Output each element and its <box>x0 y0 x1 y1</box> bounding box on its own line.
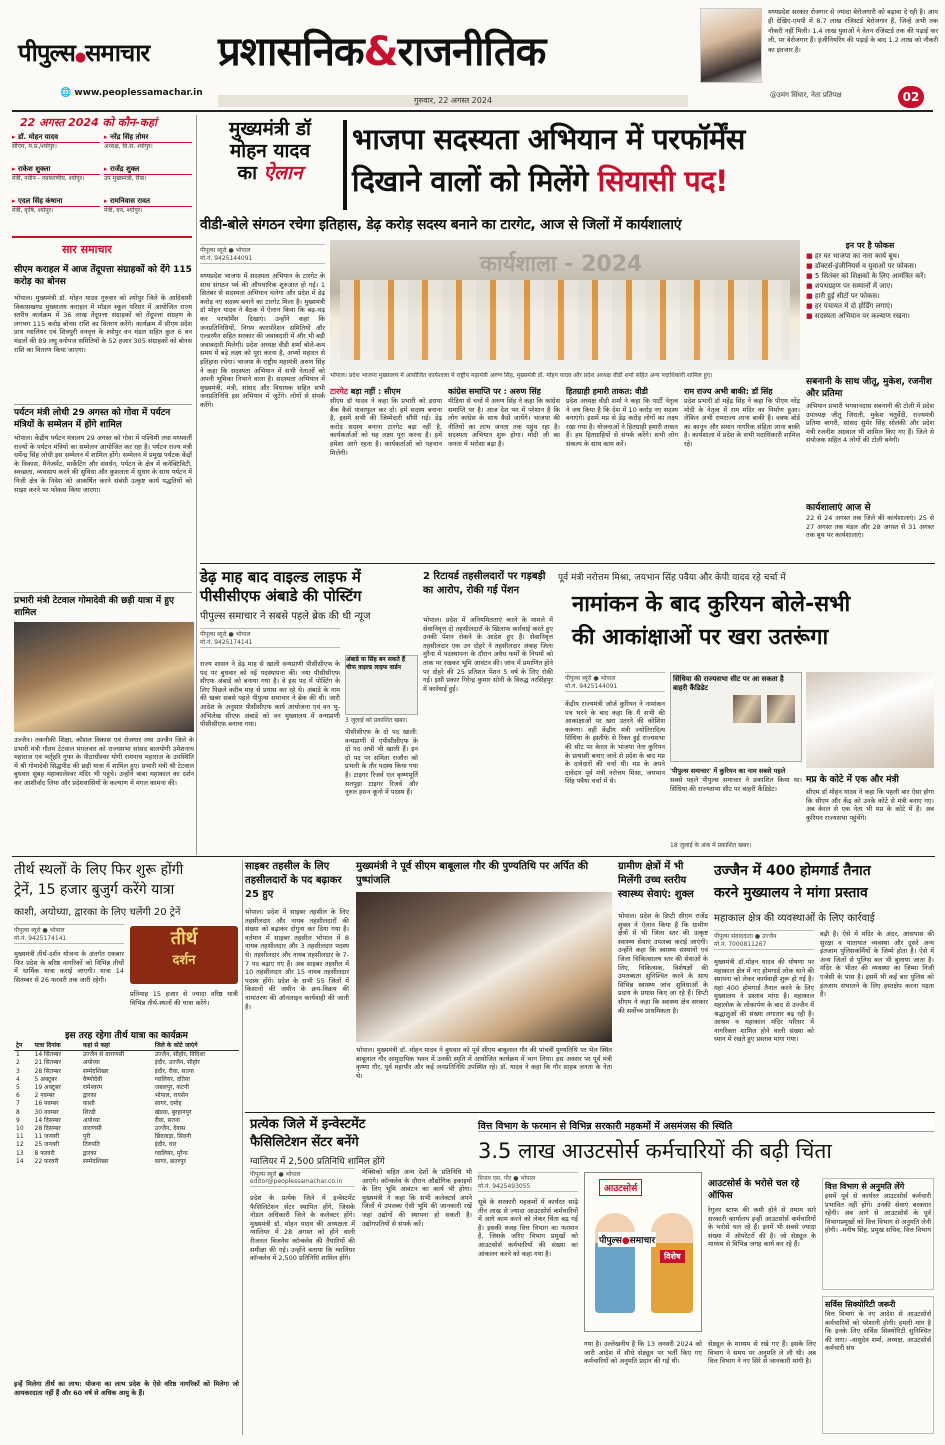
date: गुरुवार, 22 अगस्त 2024 <box>413 96 493 105</box>
website-link[interactable]: www.peoplessamachar.in <box>74 88 203 98</box>
pcs-subhead: पीपुल्स समाचार ने सबसे पहले ब्रेक की थी न्यूज <box>200 611 371 622</box>
table-cell: 7 <box>16 1100 20 1108</box>
lead-caption: भोपाल। प्रदेश भाजपा मुख्यालय में आयोजित कार्यशाला में राष्ट्रीय महामंत्री अरुण सिंह, मुख्यमंत्री डॉ. मोहन यादव और प्रदेश अध्यक्ष वीडी शर्मा सहित अन्य पदाधिकारी शामिल हुए। <box>330 372 713 379</box>
person-4: ▸ एदल सिंह कंषाना मंत्री, कृषि, श्योपुर। <box>12 197 100 215</box>
table-cell: 28 दिसम्बर <box>34 1125 61 1133</box>
kurian-kicker: पूर्व मंत्री नरोत्तम मिश्रा, जयभान सिंह पवैया और केपी यादव रहे चर्चा में <box>558 573 786 583</box>
kurian-headline-b: की आकांक्षाओं पर खरा उतरूंगा <box>572 625 829 650</box>
outsource-side-title: आउटसोर्स के भरोसे चल रहे ऑफिस <box>708 1179 800 1201</box>
tirth-table <box>14 1042 239 1166</box>
table-cell: 25 जनवरी <box>34 1141 60 1149</box>
pcs-headline <box>200 568 418 606</box>
homeguard-headline-a: उज्जैन में 400 होमगार्ड तैनात <box>714 863 871 879</box>
col1-tag: टारगेट <box>330 387 348 396</box>
outsource-body: सूबे के सरकारी महकमों में कार्यरत साढ़े तीन लाख से ज्यादा आउटसोर्स कर्मचारियों में आगे काम करने को लेकर चिंता बढ़ गई है। इसकी वजह वित्त विभाग का फरमान है, जिसके जरिए विभाग प्रमुखों को आउटसोर्स कर्मचारियों की संख्या का आंकलन करने को कहा गया है। <box>478 1198 578 1258</box>
person-name: डॉ. मोहन यादव <box>17 133 59 141</box>
logo-left: पीपुल्स <box>18 39 75 67</box>
table-cell: इंदौर, धार <box>154 1141 177 1149</box>
col-rule-left <box>196 115 197 855</box>
kurian-byline <box>565 672 665 692</box>
website-row <box>60 88 203 98</box>
pcs-clip <box>345 655 418 715</box>
side-title: सबनानी के साथ जीतू, मुकेश, रजनीश और प्रतिमा <box>806 377 932 399</box>
kurian-side-text: सीएम डॉ मोहन यादव ने कहा कि पहली बार ऐसा होगा कि सीएम और केंद्र को उनके कोटे से मंत्री बनाए गए। अब केरल से एक नेता भी मप्र के कोटे में है। अब कुरियन राज्यसभा पहुंचेंगे। <box>806 788 934 822</box>
tirth-logo <box>130 926 238 984</box>
focus-item: ■ हर पंचायत में दो होर्डिंग लगाएं। <box>806 302 893 310</box>
lead-col4 <box>684 386 800 497</box>
table-cell: इंदौर, रीवा, सतना <box>154 1067 194 1075</box>
table-cell: वैष्णोदेवी <box>82 1075 103 1083</box>
row-rule-2 <box>12 856 935 857</box>
person-2: ▸ राकेश शुक्ला मंत्री, नवीन - नवकरणीय, श्योपुर। <box>12 165 100 183</box>
box1-title: वित्त विभाग से अनुमति लेंगे <box>825 1182 905 1191</box>
focus-item: ■ हर घर भाजपा का नारा कार्य बूथ। <box>806 252 900 260</box>
byline-text: विजय एस. गौर ● भोपाल <box>478 1175 536 1182</box>
byline-mobile: मो.नं. 9425174141 <box>14 935 67 942</box>
homeguard-byline <box>714 930 814 950</box>
outsource-body3: सेड्यूल के माध्यम से रखे गए हैं। इसके लिए विभाग ने समय पर अनुमति ले ली थी। अब वित्त विभाग ने नए सिरे से जानकारी मांगी है। <box>708 1340 816 1366</box>
section-title <box>218 22 545 77</box>
outsource-banner-text: वित्त विभाग के फरमान से विभिन्न सरकारी महकमों में असमंजस की स्थिति <box>478 1121 733 1132</box>
row-rule-3 <box>245 1112 935 1113</box>
focus-list <box>806 251 934 321</box>
gramin-body: भोपाल। प्रदेश के डिप्टी सीएम राजेंद्र शुक्ल ने ऐलान किया है कि ग्रामीण क्षेत्रों में भी जिला स्तर की उत्कृष्ट स्वास्थ्य सेवाएं उपलब्ध कराई जाएंगी। उन्होंने कहा कि स्वास्थ्य संस्थानों एवं जिला चिकित्सालय स्तर की सेवाओं के लिए, चिकित्सक, विशेषज्ञों की उपलब्धता सुनिश्चित करने के साथ विभिन्न स्वास्थ्य जांच सुविधाओं के प्रदाय के प्रयास किए जा रहे हैं। डिप्टी सीएम ने कहा कि स्वास्थ्य क्षेत्र सरकार की सर्वोच्च प्राथमिकता है। <box>618 912 708 1015</box>
section-title-b: राजनीतिक <box>397 29 546 75</box>
table-cell: ग्वालियर, मुरैना <box>154 1149 188 1157</box>
workshop-title: कार्यशालाएं आज से <box>806 503 871 513</box>
pcs-clip-caption: 3 जुलाई को प्रकाशित खबर। <box>345 717 408 724</box>
saar-photo <box>14 622 194 732</box>
table-cell: 4 <box>16 1075 20 1083</box>
table-row <box>14 1125 239 1133</box>
col2-title: कांग्रेस समाप्ति पर : अरुण सिंह <box>448 387 541 396</box>
byline-mobile: मो.नं. 7000811267 <box>714 941 767 948</box>
tirth-headline-b: ट्रेनें, 15 हजार बुजुर्ग करेंगे यात्रा <box>14 882 175 898</box>
table-cell: 13 <box>16 1149 24 1157</box>
quote-author: @उमंग सिंघार, नेता प्रतिपक्ष <box>770 91 842 99</box>
table-cell: 14 सितम्बर <box>34 1051 61 1059</box>
gramin-headline: ग्रामीण क्षेत्रों में भी मिलेंगी उच्च स्तरीय स्वास्थ्य सेवाएं: शुक्ल <box>618 861 694 900</box>
homeguard-body2: बढ़ी है। ऐसे में मंदिर के अंदर, आसपास की सुरक्षा व यातायात व्यवस्था और दूसरे अन्य इंतजाम पुलिसकर्मियों के जिम्मे होता है। ऐसे में अन्य जिलों से पुलिस बल भी बुलाया जाता है। मंदिर के भीतर की व्यवस्था का जिम्मा निजी एजेंसी के पास है। इसमें भी कई बार पुलिस को इंतजाम संभालने के लिए हस्तक्षेप करना पड़ता है। <box>820 930 934 999</box>
table-cell: 14 <box>16 1157 24 1165</box>
table-cell: 2 नवम्बर <box>34 1092 55 1100</box>
lead-subhead: वीडी-बोले संगठन रचेगा इतिहास, डेढ़ करोड़ सदस्य बनाने का टारगेट, आज से जिलों में कार्यशालाएं <box>200 217 682 233</box>
cartoon-logo: पीपुल्स●समाचार <box>598 1232 656 1247</box>
photo-banner: कार्यशाला - 2024 <box>480 252 643 277</box>
saar-t1: भोपाल। मुख्यमंत्री डॉ. मोहन यादव गुरुवार को श्योपुर जिले के आदिवासी विकासखण्ड मुख्यालय कराहल में मॉडल स्कूल परिसर में आयोजित राज्य स्तरीय कार्यक्रम में 36 लाख तेंदूपत्ता संग्राहकों को तेंदूपत्ता संग्रहण के लगभग 115 करोड़ बोनस राशि का वितरण करेंगे। कार्यक्रम में सीएम प्रदेश प्राथ ग्वालियर एवं शिवपुरी वनवृत्त के श्योपुर वन मंडल सहित कुल 6 वन मंडलों की 89 लघु वनोपज समितियों के 52 हजार 305 संग्राहकों को बोनस राशि का वितरण किया जाएगा। <box>14 294 192 354</box>
table-row <box>14 1059 239 1067</box>
tirth-table-title: इस तरह रहेगा तीर्थ यात्रा का कार्यक्रम <box>65 1031 188 1041</box>
facilitation-headline <box>250 1116 472 1152</box>
person-place: मंत्री, वन, श्योपुर। <box>104 207 143 214</box>
lead-col3 <box>566 386 678 497</box>
table-row <box>14 1117 239 1125</box>
table-cell: 6 <box>16 1092 20 1100</box>
byline-text: पीपुल्स ब्यूरो ● भोपाल <box>200 631 251 638</box>
homeguard-headline-b: करने मुख्यालय ने मांगा प्रस्ताव <box>714 885 868 901</box>
focus-item: ■ सदस्यता अभियान पर कल्याण रखना। <box>806 312 910 320</box>
table-cell: 30 नवम्बर <box>34 1108 59 1116</box>
person-name: राकेश शुक्ला <box>17 165 51 173</box>
focus-box <box>806 240 934 321</box>
facilitation-headline-a: प्रत्येक जिले में इन्वेस्टमेंट <box>250 1117 366 1132</box>
table-cell: काशी <box>82 1100 95 1108</box>
pcs-byline <box>200 628 340 648</box>
babulal-headline: मुख्यमंत्री ने पूर्व सीएम बाबूलाल गौर की पुण्यतिथि पर अर्पित की पुष्पांजलि <box>356 861 589 886</box>
page-number: 02 <box>898 86 924 108</box>
person-5: ▸ रामनिवास रावत मंत्री, वन, श्योपुर। <box>104 197 192 215</box>
table-cell: 16 नवम्बर <box>34 1100 59 1108</box>
cartoon-tag: विशेष <box>660 1250 685 1263</box>
table-cell: 5 <box>16 1084 20 1092</box>
byline-text: पीपुल्स ब्यूरो ● भोपाल <box>250 1171 301 1178</box>
outsource-banner <box>478 1114 934 1132</box>
col3-text: प्रदेश अध्यक्ष वीडी शर्मा ने कहा कि पार्टी नेतृत्व ने जय किया है कि देश में 10 करोड़ नए सदस्य बनाएंगे। इसमें मप्र से डेढ़ करोड़ लोगों का लक्ष्य रखा गया है। योजनाओं ने हितग्राही हमारी ताकत हैं। हम हितग्राहियों से संपर्क करेंगे। सभी लोग संकल्प के साथ काम करें। <box>566 397 678 448</box>
focus-item: ■ 5 सितंबर को शिक्षकों के लिए आमंत्रित करें। <box>806 272 926 280</box>
saar-h1: सीएम कराहल में आज तेंदूपत्ता संग्राहकों को देंगे 115 करोड़ का बोनस <box>14 265 192 287</box>
table-cell: उज्जैन, देवास <box>154 1125 186 1133</box>
tirth-logo-a: तीर्थ <box>170 928 198 949</box>
table-cell: इंदौर, उज्जैन, सीहोर <box>154 1059 200 1067</box>
tirth-logo-b: दर्शन <box>172 953 196 968</box>
kurian-photo <box>806 672 934 768</box>
outsource-box2 <box>822 1296 934 1434</box>
lead-col1 <box>330 386 442 497</box>
table-cell: द्वारका <box>82 1092 97 1100</box>
person-place: सीएम, म.प्र./श्योपुर। <box>12 143 57 150</box>
table-row <box>14 1092 239 1100</box>
table-cell: सागर, दमोह <box>154 1100 182 1108</box>
table-cell: 2 <box>16 1059 20 1067</box>
logo-right: समाचार <box>85 39 150 67</box>
table-cell: 11 जनवरी <box>34 1133 60 1141</box>
lead-body: मध्यप्रदेश भाजपा में सदस्यता अभियान के टारगेट के साथ संगठन पर्व की औपचारिक शुरुआत हो गई। 1 सितंबर से सदस्यता अभियान चलेगा और प्रदेश में डेढ़ करोड़ नए सदस्य बनाने का टारगेट मिला है। मुख्यमंत्री डॉ मोहन यादव ने बैठक में ऐलान किया कि बढ़-चढ़ कर परफॉर्मेंस दिखाएं। उन्होंने कहा कि जनप्रतिनिधियों, निगम कारपोरेशन समितियों और एल्डरमैन सहित सरकार की जवाबदारी में और भी बड़ी जवाबदारी मिलेगी। प्रदेश अध्यक्ष वीडी शर्मा बोले-कम समय में बड़े लक्ष्य को पूरा करना है, अभ्यों महारत से इतिहास रचेगा। भाजपा के राष्ट्रीय महामंत्री अरुण सिंह ने कहा कि सदस्यता अभियान में सभी नेताओं को अपनी भूमिका निभाने वाला है। सदस्यता अभियान में मुख्यमंत्री, मंत्री, सांसद और विधायक सहित सभी जनप्रतिनिधि इस अभियान में जुटेंगे। लोगों से संपर्क करेंगे। <box>200 272 325 409</box>
table-cell: अयोध्या <box>82 1059 100 1067</box>
saibar-body: भोपाल। प्रदेश में साइबर तहसील के लिए तहसीलदार और नायब तहसीलदारों की संख्या को बढ़ाकर दोगुना कर दिया गया है। वर्तमान में साइबर तहसील भोपाल में 8 नायब तहसीलदार और 3 तहसीलदार पदस्थ थे। तहसीलदार और नायब तहसीलदार के 7-7 पद बढ़ाए गए हैं। अब साइबर तहसील में 10 तहसीलदार और 15 नायब तहसीलदार पदस्थ होंगे। प्रदेश के सभी 55 जिलों में किसानों की जमीन के क्रय-विक्रय की नामांतरण की ऑनलाइन कार्यवाही की जाती है। <box>245 908 349 1011</box>
table-cell: उज्जैन, सीहोर, विदिशा <box>154 1051 205 1059</box>
table-row <box>14 1150 239 1158</box>
table-cell: 1 <box>16 1051 20 1059</box>
kurian-clip-note: 'पीपुल्स समाचार' में कुरियन का नाम सबसे पहले <box>670 767 786 775</box>
table-row <box>14 1068 239 1076</box>
pcs-headline-a: डेढ़ माह बाद वाइल्ड लाइफ में <box>200 568 361 586</box>
focus-item: ■ डॉक्टर्स-इंजीनियर्स व युवाओं पर फोकस। <box>806 262 917 270</box>
logo-dot-icon: ● <box>74 50 86 65</box>
outsource-box1 <box>822 1178 934 1290</box>
table-row <box>14 1100 239 1108</box>
photo-people <box>340 280 790 360</box>
pcs-body: राज्य शासन ने डेढ़ माह से खाली वन्यप्राणी पीसीसीएफ के पद पर बुधवार को नई पदस्थापना की। नया पीसीसीएफ सीएफ अंबाडे को बनाया गया है। वे इस पद में पोस्टिंग के लिए पिछले करीब माह से प्रयास कर रहे थे। अंबाडे के नाम की खबर सबसे पहले पीपुल्स समाचार ने ब्रेक की थी। जारी आदेश के अनुसार पीसीसीएफ कार्य आयोजना एवं वन भू-अभिलेख सीएफ अंबाडे को वन मुख्यालय में वन्यप्राणी पीसीसीएफ बनाया गया। <box>200 660 340 729</box>
col2-text: मीडिया से चर्चा में अरुण सिंह ने कहा कि कांग्रेस समाप्ति पर है। आज देश भर में परेशान है कि लोग कांग्रेस के साथ कैसे जायेंगे। भाजपा की नीतियों का लाभ जनता तक पहुंच रहा है। सदस्यता अभियान शुरू होगा। मोदी जी का जनता में भरोसा बढ़ा है। <box>448 397 560 448</box>
workshop-text: 22 से 24 अगस्त तक जिले की कार्यशालाएं। 25 से 27 अगस्त तक मंडल और 28 अगस्त से 31 अगस्त तक बूथ पर कार्यशालाएं। <box>806 514 934 540</box>
outsource-byline <box>478 1172 578 1192</box>
tirth-body: मुख्यमंत्री तीर्थ-दर्शन योजना के अंतर्गत एकबार फिर प्रदेश के बरिष्ठ नागरिकों को विभिन्न तीर्थों में धार्मिक यात्रा कराई जाएगी। यात्रा 14 सितम्बर से 26 फरवरी तक जारी रहेगी। <box>14 950 124 984</box>
facilitation-headline-b: फैसिलिटेशन सेंटर बनेंगे <box>250 1135 359 1150</box>
table-cell: सम्मेदशिखर <box>82 1067 109 1075</box>
table-cell: 9 <box>16 1116 20 1124</box>
kurian-clip-photo <box>733 695 761 723</box>
person-place: अध्यक्ष, वि.स. श्योपुर। <box>104 143 153 150</box>
person-name: रामनिवास रावत <box>109 197 150 205</box>
table-row <box>14 1084 239 1092</box>
person-3: ▸ राजेंद्र शुक्ल उप मुख्यमंत्री, रीवा। <box>104 165 192 183</box>
col-rule-bottom-left <box>242 860 243 1435</box>
outsource-side-text: रेगुलर स्टाफ की कमी होने से तमाम सारे सरकारी कार्यालय इन्हीं आउटसोर्स कर्मचारियों के भरोसे चल रहे हैं। इनमें भी सबसे ज्यादा संख्या में ऑपरेटरों की है। जो सेड्यूल के माध्यम से विभिन्न जगह कार्य कर रहे हैं। <box>708 1206 816 1249</box>
who-where-title: 22 अगस्त 2024 को कौन-कहां <box>20 116 157 129</box>
person-place: मंत्री, कृषि, श्योपुर। <box>12 207 54 214</box>
byline-text: पीपुल्स ब्यूरो ● भोपाल <box>200 247 251 254</box>
lead-col2 <box>448 386 560 497</box>
facilitation-body: प्रदेश के प्रत्येक जिले में इन्वेस्टमेंट फैसिलिटेशन सेंटर स्थापित होंगे, जिसके नोडल अधिकारी जिले के कलेक्टर होंगे। मुख्यमंत्री डॉ. मोहन यादव की अध्यक्षता में ग्वालियर में 28 अगस्त को होने वाली रीजनल बिजनेस कॉन्क्लेव की तैयारियों की समीक्षा की गई। उन्होंने बताया कि ग्वालियर कॉन्क्लेव में 2,500 प्रतिनिधि शामिल होंगे। <box>250 1194 355 1263</box>
who-where <box>12 115 192 233</box>
facilitation-subhead: ग्वालियर में 2,500 प्रतिनिधि शामिल होंगे <box>250 1157 385 1167</box>
byline-text: पीपुल्स ब्यूरो ● भोपाल <box>565 675 616 682</box>
kicker-d: ऐलान <box>263 162 303 184</box>
tehsildar-headline: 2 रिटायर्ड तहसीलदारों पर गड़बड़ी का आरोप, रोकी गई पेंशन <box>423 571 546 596</box>
table-cell: जबलपुर, कटनी <box>154 1084 189 1092</box>
homeguard-subhead: महाकाल क्षेत्र की व्यवस्थाओं के लिए कार्रवाई <box>714 913 875 924</box>
masthead <box>0 0 945 110</box>
kurian-headline-a: नामांकन के बाद कुरियन बोले-सभी <box>572 592 851 617</box>
table-cell: शिरडी <box>82 1108 96 1116</box>
logo <box>18 36 149 69</box>
byline-mobile: मो.नं. 9425144091 <box>565 683 618 690</box>
kurian-body: केंद्रीय राज्यमंत्री जॉर्ज कुरियन ने नामांकन पत्र भरने के बाद कहा कि मैं सभी की आकांक्षाओं पर खरा उतरने की कोशिश करूंगा। वहीं केंद्रीय मंत्री ज्योतिरादित्य सिंधिया के इस्तीफे से रिक्त हुई राज्यसभा की सीट पर केरल के भाजपा नेता कुरियन के प्रत्याशी बनाए जाने से प्रदेश के बाद मप्र के दावेदारों की चर्चा थी। मप्र के अपने दावेदार पूर्व मंत्री नरोत्तम मिश्रा, जयभान सिंह पवैया चर्चा में थे। <box>565 700 665 786</box>
table-cell: छिंदवाड़ा, सिवनी <box>154 1133 192 1141</box>
byline-mobile: मो.नं. 9425493055 <box>478 1183 531 1190</box>
table-cell: पुरी <box>82 1133 91 1141</box>
outsource-headline: 3.5 लाख आउटसोर्स कर्मचारियों की बढ़ी चिंता <box>478 1139 832 1163</box>
table-cell: खंडवा, बुरहानपुर <box>154 1108 192 1116</box>
table-cell: सम्मेदशिखर <box>82 1157 109 1165</box>
kurian-clip <box>670 672 802 762</box>
byline-email[interactable]: editor@peoplessamachar.co.in <box>250 1178 343 1185</box>
row-rule-1 <box>200 563 935 564</box>
cartoon-logo-a: पीपुल्स <box>599 1236 622 1246</box>
saar-title <box>12 236 192 256</box>
section-amp: & <box>363 29 398 75</box>
cartoon-figure-right <box>651 1213 693 1313</box>
focus-item: ■ हारी हुई सीटों पर फोकस। <box>806 292 880 300</box>
globe-icon: 🌐 <box>60 88 72 98</box>
section-title-a: प्रशासनिक <box>218 29 364 75</box>
col1-title: बड़ा नहीं : सीएम <box>350 387 401 396</box>
saibar-headline: साइबर तहसील के लिए तहसीलदारों के पद बढ़ाकर 25 हुए <box>245 861 342 900</box>
table-cell: 10 <box>16 1125 24 1133</box>
kurian-clip-photo <box>767 695 795 723</box>
table-cell: 8 <box>16 1108 20 1116</box>
table-cell: 3 <box>16 1067 20 1075</box>
tirth-headline <box>14 860 239 900</box>
table-cell: उज्जैन से वाराणसी <box>82 1051 125 1059</box>
table-cell: अयोध्या <box>82 1116 100 1124</box>
saar-t3: उज्जैन। तकनीकी शिक्षा, कौशल विकास एवं रोजगार तथा उज्जैन जिले के प्रभारी मंत्री गौतम टेटवाल मंगलवार को राज्यसभा सांसद बालयोगी उमेशनाथ महाराज एवं भर्तृहरि गुफा के पीठाधीश्वर योगी रामनाथ महाराज के उपस्थिति में श्री गोमादेवी सिद्धपीठ की छड़ी यात्रा में शामिल हुए। प्रभारी मंत्री श्री टेटवाल बुधवार सुबह महाकालेश्वर मंदिर भी पहुंचे। उन्होंने बाबा महाकाल का दर्शन कर आशीर्वाद लिया और प्रदेशवासियों के कल्याण में मंगल कामना की। <box>14 736 194 787</box>
box2-title: सर्विस सिक्योरिटी जरूरी <box>825 1300 896 1309</box>
saar-h2: पर्यटन मंत्री लोधी 29 अगस्त को गोवा में पर्यटन मंत्रियों के सम्मेलन में होंगे शामिल <box>14 404 192 431</box>
person-name: नरेंद्र सिंह तोमर <box>109 133 149 141</box>
person-0: ▸ डॉ. मोहन यादव सीएम, म.प्र./श्योपुर। <box>12 133 100 151</box>
person-name: एदल सिंह कंषाना <box>17 197 63 205</box>
focus-item: ■ शपथग्रहण पर सम्मानों में जाए। <box>806 282 893 290</box>
person-name: राजेंद्र शुक्ल <box>109 165 140 173</box>
person-1: ▸ नरेंद्र सिंह तोमर अध्यक्ष, वि.स. श्योपुर। <box>104 133 192 151</box>
byline-mobile: मो.नं. 9425174141 <box>200 639 253 646</box>
byline-mobile: मो.नं. 9425144091 <box>200 255 253 262</box>
saar-t2: भोपाल। केंद्रीय पर्यटन मंत्रालय 29 अगस्त को गोवा में पश्चिमी तथा मध्यवर्ती राज्यों के पर्यटन मंत्रियों का सम्मेलन आयोजित कर रहा है। पर्यटन राज्य मंत्री धर्मेन्द्र सिंह लोधी इस सम्मेलन में शामिल होंगे। सम्मेलन में प्रमुख पर्यटक केंद्रों के विकास, मैनेजमेंट, मार्केटिंग और संवर्धन, पर्यटन के क्षेत्र में कनेक्टिविटी, स्वच्छता, व्यवसाय करने की सुविधा और कुशलता में सुधार के साथ पर्यटन में निजी क्षेत्र के निवेश को आकर्षित करने संबंधी उत्कृष्ट कार्य पद्धतियों को साझा करने पर फोकस किया जाएगा। <box>14 434 192 494</box>
tirth-byline <box>14 924 124 944</box>
kurian-clip-head: सिंधिया की राज्यसभा सीट पर आ सकता है बाहरी कैंडिडेट <box>673 675 784 692</box>
table-cell: ग्वालियर, दतिया <box>154 1075 190 1083</box>
col1-text: सीएम डॉ यादव ने कहा कि प्रभारी को डराया बैंक कैसे पावरफुल कर दो। हमें सदस्य बनाना है, इसमें सभी की जिम्मेदारी सौंपी गई। डेढ़ करोड़ सदस्य बनाना टारगेट बड़ा नहीं है, कार्यकर्ताओं को यह लक्ष्य पूरा करना है। हमें हमेशा आगे रहना है। कार्यकर्ताओं को पहचान मिलेगी। <box>330 397 442 457</box>
tehsildar-body: भोपाल। प्रदेश में अनियमितताएं करने के मामले में सेवानिवृत्त दो तहसीलदारों के खिलाफ कार्रवाई करते हुए उनकी पेंशन रोकने के आदेश हुए हैं। सेवानिवृत्त तहसीलदार एक उन दोहरे ने तहसीलदार अंबाह जिला मुरैना में पदस्थापना के दौरान अवैध फर्मों के नियमों को ताक पर रखकर भूमि आवंटन की। जांच में प्रमाणित होने पर दोहरे की 25 प्रतिशत पेंशन 5 वर्ष के लिए रोकी गई। इसी प्रकार गिरेन्द्र कुमार सोनी के विरुद्ध नरसिंहपुर में कार्रवाई हुई। <box>423 616 553 693</box>
tirth-headline-a: तीर्थ स्थलों के लिए फिर शुरू होंगी <box>14 862 184 878</box>
kurian-headline <box>572 588 935 654</box>
lead-photo <box>330 240 800 370</box>
facilitation-body2: मेक्सिको सहित अन्य देशों के प्रतिनिधि भी आएंगे। कॉन्क्लेव के दौरान औद्योगिक इकाइयों के लिए भूमि आवंटन का कार्य भी होगा। मुख्यमंत्री ने कहा कि सभी कलेक्टर्स अपने जिलों में उपलब्ध ऐसी भूमि की जानकारी रखें जहां उद्योगों की स्थापना हो सकती है। उद्योगपतियों से संपर्क करें। <box>362 1168 472 1228</box>
facilitation-byline <box>250 1168 355 1187</box>
table-cell: भोपाल, रायसेन <box>154 1092 189 1100</box>
pcs-headline-b: पीसीसीएफ अंबाडे की पोस्टिंग <box>200 587 362 605</box>
homeguard-headline <box>714 860 934 904</box>
kicker-b: मोहन यादव <box>229 140 311 162</box>
table-cell: 12 <box>16 1141 24 1149</box>
saar-title-text: सार समाचार <box>62 243 112 256</box>
table-cell: तिरुपति <box>82 1141 100 1149</box>
table-row <box>14 1109 239 1117</box>
table-row <box>14 1158 239 1166</box>
tirth-subhead: काशी, अयोध्या, द्वारका के लिए चलेंगी 20 ट्रेनें <box>14 907 181 918</box>
side-text: अभियान प्रभारी भगवानदास सबनानी की टोली में प्रदेश उपाध्यक्ष जीतू जिराती, मुकेश चतुर्वेदी, राज्यमंत्री प्रतिमा बागरी, सांसद सुमेर सिंह सोलंकी और प्रदेश मंत्री रजनीश अग्रवाल भी शामिल किए गए हैं। जिले से संयोजक सहित 4 लोगों की टोली बनेगी। <box>806 402 934 445</box>
pcs-body2: पीसीसीएफ के दो पद खाली: वन्यप्राणी में एपीसीसीएफ के दो पद अभी भी खाली हैं। इन दो पद पर समिता राजौरा को प्रभारी के तौर पदस्थ किया गया है। टाइगर रिजर्व एल कृष्णमूर्ति सतपुड़ा टाइगर रिजर्व और नूरुल हसन कूनो में पदस्थ हैं। <box>345 728 418 797</box>
headline-b: दिखाने वालों को मिलेंगे <box>352 164 588 198</box>
table-cell: 22 फरवरी <box>34 1157 59 1165</box>
lead-divider <box>343 120 347 210</box>
quote-photo <box>700 8 762 83</box>
col3-title: हितग्राही हमारी ताकत: वीडी <box>566 387 648 396</box>
babulal-body: भोपाल। मुख्यमंत्री डॉ. मोहन यादव ने बुधवार को पूर्व सीएम बाबूलाल गौर की पांचवीं पुण्यतिथि पर भेल स्थित बाबूलाल गौर सामुदायिक भवन में उनकी स्मृति में आयोजित कार्यक्रम में भाग लिया। इस अवसर पर पूर्व मंत्री कृष्णा गौर, पूर्व महापौर और कई जनप्रतिनिधि उपस्थित रहे। डॉ. यादव ने कहा कि गौर साहब जनता के नेता थे। <box>356 1046 612 1080</box>
tirth-footer: इन्हें मिलेगा तीर्थ का लाभ: योजना का लाभ प्रदेश के ऐसे वरिष्ठ नागरिकों को मिलेगा जो आयकरदाता नहीं हैं और 60 वर्ष से अधिक आयु के हैं। <box>14 1380 239 1397</box>
table-row <box>14 1076 239 1084</box>
box1-text: इसमें पूर्व से कार्यरत आउटसोर्स कर्मचारी प्रभावित नहीं होंगे। उनकी सेवाएं बरकरार रहेंगी। अब आगे से आउटसोर्स के पूर्व विभागप्रमुखों को वित्त विभाग से अनुमति लेनी होगी। -मनीष सिंह, प्रमुख सचिव, वित्त विभाग <box>825 1192 931 1235</box>
kurian-photo-note: सबसे पहले पीपुल्स समाचार ने प्रकाशित किया था। सिंधिया की राज्यसभा सीट पर बाहरी कैंडिडेट। <box>670 776 802 793</box>
table-cell: द्वारका <box>82 1149 97 1157</box>
table-cell: 5 अक्टूबर <box>34 1075 57 1083</box>
table-header: ट्रेन यात्रा दिनांक कहां से कहां जिले के कोटे जाएंगे <box>14 1042 239 1051</box>
saar-h3: प्रभारी मंत्री टेटवाल गोमादेवी की छड़ी यात्रा में हुए शामिल <box>14 592 192 619</box>
kicker-a: मुख्यमंत्री डॉ <box>229 118 311 140</box>
cartoon-badge: आउटसोर्स <box>599 1179 642 1196</box>
date-strip <box>218 95 688 107</box>
headline-c: सियासी पद! <box>597 164 728 198</box>
table-cell: 11 <box>16 1133 24 1141</box>
cartoon-figure-left <box>595 1213 635 1313</box>
babulal-photo <box>356 892 612 1042</box>
focus-title: इन पर है फोकस <box>845 241 895 250</box>
lead-kicker <box>200 118 340 184</box>
table-cell: 19 अक्टूबर <box>34 1084 61 1092</box>
masthead-rule <box>12 110 933 112</box>
table-cell: 14 दिसम्बर <box>34 1116 61 1124</box>
person-place: उप मुख्यमंत्री, रीवा। <box>104 175 147 182</box>
col4-title: राम राज्य अभी बाकी: डॉ सिंह <box>684 387 773 396</box>
table-cell: 21 सितम्बर <box>34 1059 61 1067</box>
table-row <box>14 1141 239 1149</box>
col4-text: प्रदेश प्रभारी डॉ महेंद्र सिंह ने कहा कि पीएम नरेंद्र मोदी के नेतृत्व में राम मंदिर का निर्माण हुआ। लेकिन अभी रामराज्य लाना बाकी है। वक्फ बोर्ड का कानून और समान नागरिक संहिता लाना बाकी है। कार्यशाला में प्रदेश के सभी पदाधिकारी शामिल रहे। <box>684 397 800 448</box>
table-cell: 8 फरवरी <box>34 1149 55 1157</box>
quote-text: मध्यप्रदेश सरकार रोजगार से ज्यादा बेरोजगारी को बढ़ावा दे रही है। आप ही देखिए-एमपी में 8.7 लाख रजिस्टर्ड बेरोजगार हैं, जिन्हें अभी तक नौकरी नहीं मिली। 1.4 लाख युवाओं ने वेतन रजिस्टर्ड तक की पढ़ाई कर ली, पर बेरोजगार हैं। इंजीनियरिंग की पढ़ाई के बाद 1.2 लाख को नौकरी का इंतजार है। <box>768 8 938 54</box>
kicker-c: का <box>237 162 258 184</box>
headline-a: भाजपा सदस्यता अभियान में परफॉर्मेंस <box>352 122 745 156</box>
person-place: मंत्री, नवीन - नवकरणीय, श्योपुर। <box>12 175 85 182</box>
table-cell: वाराणसी <box>82 1125 102 1133</box>
outsource-body2: गया है। उल्लेखनीय है कि 13 जनवरी 2024 को जारी आदेश में सीधे सेड्यूल पर भर्ती किए गए कर्मचारियों को अनुमति प्रदान की गई थी। <box>584 1340 702 1366</box>
cartoon-logo-b: समाचार <box>629 1236 656 1246</box>
homeguard-body: मुख्यमंत्री डॉ.मोहन यादव की घोषणा पर महाकाल क्षेत्र में नए होमगार्ड लोक थाने की स्थापना को लेकर कार्यवाही शुरू हो गई है। यहां 400 होमगार्ड तैनात करने के लिए मुख्यालय ने प्रस्ताव मांगा है। महाकाल महालोक के लोकार्पण के बाद से उज्जैन में श्रद्धालुओं की संख्या लगातार बढ़ रही है। आश्रम व महाकाल मंदिर परिसर में नागरिक्ता शामिल होने वाली संख्या को ध्यान में रखते हुए प्रस्ताव मांगा गया। <box>714 958 814 1044</box>
table-cell: 28 सितम्बर <box>34 1067 61 1075</box>
table-cell: सागर, छतरपुर <box>154 1157 186 1165</box>
kurian-side-title: मप्र के कोटे में एक और मंत्री <box>806 775 899 785</box>
table-cell: रामेश्वरम <box>82 1084 103 1092</box>
byline-text: पीपुल्स संवाददाता ● उज्जैन <box>714 933 777 940</box>
kurian-clip-caption: 18 जुलाई के अंक में प्रकाशित खबर। <box>670 842 752 849</box>
lead-headline <box>352 118 932 202</box>
pcs-clip-head: अंबाडे या सिंह बन सकते हैं चीफ वाइल्ड लाइफ वार्डन <box>346 656 406 671</box>
box2-text: वित्त विभाग के नए आदेश से आउटसोर्स कर्मचारियों को परेशानी होगी। हमारी मांग है कि इनके लिए सर्विस सिक्योरिटी सुनिश्चित की जाए। -वासुदेव शर्मा, अध्यक्ष, आउटसोर्स कर्मचारी संघ <box>825 1310 931 1353</box>
table-cell: रीवा, सतना <box>154 1116 180 1124</box>
byline-text: पीपुल्स ब्यूरो ● भोपाल <box>14 927 65 934</box>
lead-byline <box>200 244 325 264</box>
tirth-body-b: प्रतिमाह 15 हजार से ज्यादा वरिष्ठ यात्री विभिन्न तीर्थ-स्थलों की यात्रा करेंगे। <box>130 990 238 1007</box>
